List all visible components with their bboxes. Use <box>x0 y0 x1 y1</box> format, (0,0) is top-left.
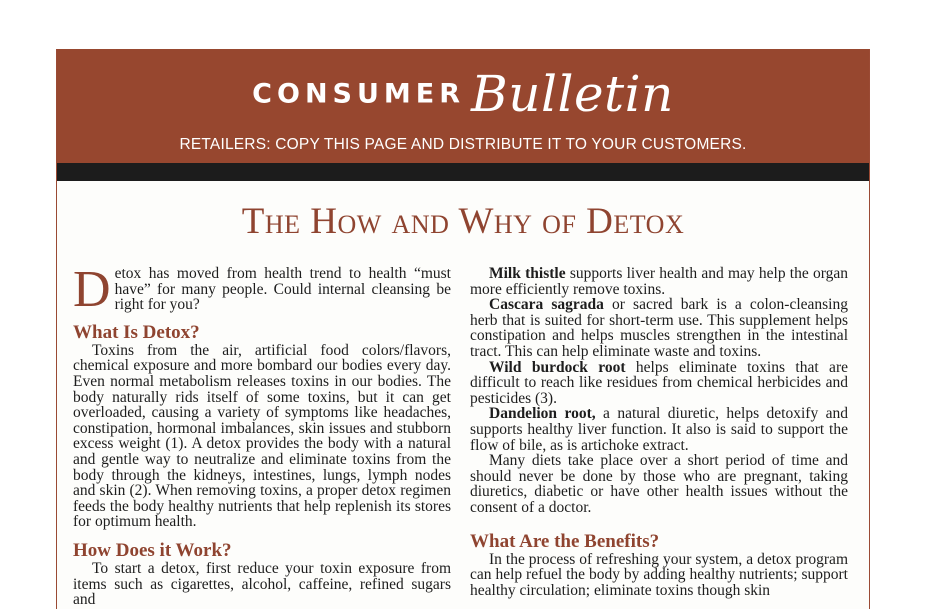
left-column <box>73 261 451 609</box>
dandelion-term: Dandelion root, <box>489 405 596 423</box>
milk-thistle-text: supports liver health and may help the organ more efficiently remove toxins. <box>470 265 848 298</box>
milk-thistle-term: Milk thistle <box>489 265 566 282</box>
article-title: The How and Why of Detox <box>241 201 685 242</box>
section-body-how-does-it-work: To start a detox, first reduce your toxin exposure from items such as cigarettes, alcohol, caffeine, refined sugars and <box>73 559 451 609</box>
cascara-paragraph <box>470 297 848 359</box>
dandelion-text: a natural diuretic, helps detoxify and supports healthy liver function. It also is said to support the flow of bile, as is artichoke extract. <box>470 405 848 454</box>
header-banner <box>57 49 869 163</box>
dandelion-paragraph <box>470 406 848 453</box>
drop-cap: D <box>73 261 111 318</box>
masthead-consumer: CONSUMER <box>252 78 466 110</box>
diets-paragraph: Many diets take place over a short period of time and should never be done by those who are pregnant, taking diuretics, diabetic or have other health issues without the consent of a doctor. <box>470 452 848 516</box>
section-heading-how-does-it-work: How Does it Work? <box>73 539 232 561</box>
burdock-term: Wild burdock root <box>489 358 626 376</box>
milk-thistle-paragraph <box>470 266 848 297</box>
retailer-instruction: RETAILERS: COPY THIS PAGE AND DISTRIBUTE IT TO YOUR CUSTOMERS. <box>179 136 747 153</box>
burdock-paragraph <box>470 360 848 407</box>
bulletin-page <box>56 49 870 609</box>
intro-paragraph <box>73 261 451 318</box>
right-column <box>470 266 848 598</box>
section-heading-benefits: What Are the Benefits? <box>470 530 660 552</box>
section-body-what-is-detox: Toxins from the air, artificial food colors/flavors, chemical exposure and more bombard our bodies every day. Even normal metabolism releases toxins in our bodies. The body naturally rids itself of some toxins, but it can get overloaded, causing a variety of symptoms like headaches, constipation, hormonal imbalances, skin issues and stubborn excess weight (1). A detox provides the body with a natural and gentle way to neutralize and eliminate toxins from the body through the kidneys, intestines, lungs, lymph nodes and skin (2). When removing toxins, a proper detox regimen feeds the body healthy nutrients that help replenish its stores for optimum health. <box>73 341 451 531</box>
intro-text: etox has moved from health trend to health “must have” for many people. Could internal cleansing be right for you? <box>114 265 451 314</box>
section-heading-what-is-detox: What Is Detox? <box>73 321 200 343</box>
cascara-text: or sacred bark is a colon-cleansing herb that is suited for short-term use. This supplement helps constipation and helps muscles strengthen in the intestinal tract. This can help eliminate waste and toxins. <box>470 296 848 360</box>
masthead-bulletin: Bulletin <box>471 65 674 123</box>
section-body-benefits: In the process of refreshing your system, a detox program can help refuel the body by adding healthy nutrients; support healthy circulation; eliminate toxins though skin <box>470 550 848 599</box>
burdock-text: helps eliminate toxins that are difficult to reach like residues from chemical herbicides and pesticides (3). <box>470 358 848 407</box>
masthead <box>57 65 869 123</box>
divider-bar <box>57 163 869 181</box>
cascara-term: Cascara sagrada <box>489 296 604 314</box>
